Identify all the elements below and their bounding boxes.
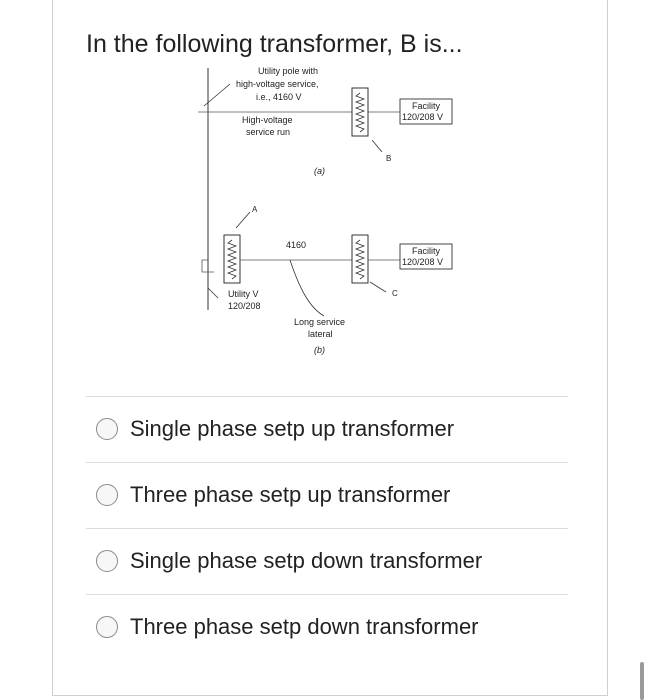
hv-label-line1: High-voltage bbox=[242, 115, 293, 125]
radio-option-2[interactable] bbox=[96, 484, 118, 506]
radio-option-4[interactable] bbox=[96, 616, 118, 638]
utility-v-line1: Utility V bbox=[228, 289, 259, 299]
transformer-c bbox=[352, 235, 368, 283]
caption-a: (a) bbox=[314, 166, 325, 176]
option-1-label: Single phase setp up transformer bbox=[130, 416, 455, 441]
facility-b-line1: Facility bbox=[412, 246, 441, 256]
transformer-diagram bbox=[190, 60, 480, 370]
radio-option-1[interactable] bbox=[96, 418, 118, 440]
question-text: In the following transformer, B is... bbox=[86, 30, 463, 58]
hv-label-line2: service run bbox=[246, 127, 291, 137]
facility-a-line1: Facility bbox=[412, 101, 441, 111]
label-4160: 4160 bbox=[286, 240, 307, 250]
radio-option-3[interactable] bbox=[96, 550, 118, 572]
option-2[interactable] bbox=[86, 463, 568, 527]
pole-label-line3: i.e., 4160 V bbox=[256, 92, 302, 102]
option-2-label: Three phase setp up transformer bbox=[130, 482, 451, 507]
facility-a-line2: 120/208 V bbox=[402, 112, 444, 122]
lateral-line1: Long service bbox=[294, 317, 346, 327]
pole-label-line2: high-voltage service, bbox=[236, 79, 319, 89]
utility-v-line2: 120/208 bbox=[228, 301, 261, 311]
scrollbar[interactable] bbox=[640, 662, 644, 700]
option-1[interactable] bbox=[86, 397, 568, 461]
label-c: C bbox=[392, 289, 398, 298]
pole-label-line1: Utility pole with bbox=[258, 66, 319, 76]
option-4-label: Three phase setp down transformer bbox=[130, 614, 479, 639]
label-a: A bbox=[252, 205, 258, 214]
caption-b: (b) bbox=[314, 345, 325, 355]
transformer-a bbox=[224, 235, 240, 283]
option-3-label: Single phase setp down transformer bbox=[130, 548, 483, 573]
lateral-line2: lateral bbox=[308, 329, 333, 339]
option-4[interactable] bbox=[86, 595, 568, 659]
option-3[interactable] bbox=[86, 529, 568, 593]
label-b: B bbox=[386, 154, 392, 163]
transformer-b bbox=[352, 88, 368, 136]
facility-b-line2: 120/208 V bbox=[402, 257, 444, 267]
